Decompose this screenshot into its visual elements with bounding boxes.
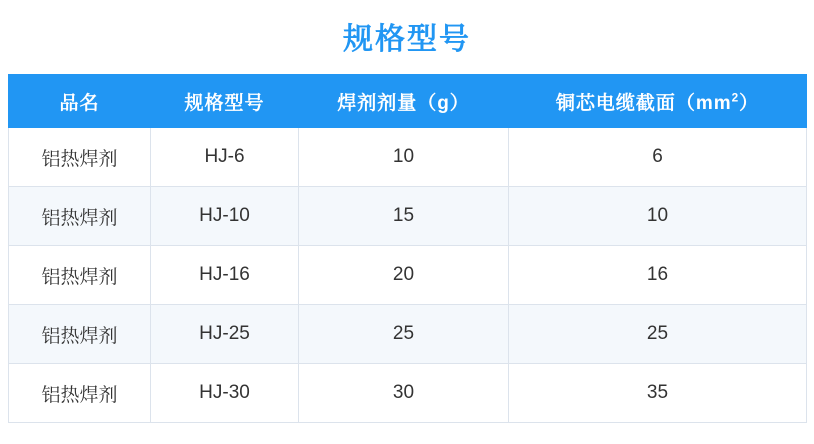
table-header-row [9,75,807,128]
cell-cable-section: 35 [509,364,807,423]
cell-cable-section: 10 [509,187,807,246]
table-row [9,364,807,423]
cell-model: HJ-10 [151,187,299,246]
cell-cable-section: 6 [509,128,807,187]
table-body [9,128,807,423]
cell-product-name: 铝热焊剂 [9,128,151,187]
table-row [9,128,807,187]
cell-flux-dose: 25 [299,305,509,364]
column-header-model: 规格型号 [151,75,299,128]
cell-cable-section: 25 [509,305,807,364]
cell-product-name: 铝热焊剂 [9,305,151,364]
cell-product-name: 铝热焊剂 [9,187,151,246]
table-row [9,187,807,246]
table-header [9,75,807,128]
cell-model: HJ-30 [151,364,299,423]
page-title: 规格型号 [343,23,471,56]
cell-flux-dose: 20 [299,246,509,305]
cell-flux-dose: 10 [299,128,509,187]
cell-model: HJ-25 [151,305,299,364]
specification-table [8,74,807,423]
cell-model: HJ-16 [151,246,299,305]
column-header-product-name: 品名 [9,75,151,128]
table-row [9,246,807,305]
table-row [9,305,807,364]
cell-product-name: 铝热焊剂 [9,364,151,423]
cell-cable-section: 16 [509,246,807,305]
column-header-cable-section: 铜芯电缆截面$(mm^2)$ [509,75,807,128]
cell-flux-dose: 15 [299,187,509,246]
cell-flux-dose: 30 [299,364,509,423]
column-header-flux-dose: 焊剂剂量（g） [299,75,509,128]
cell-model: HJ-6 [151,128,299,187]
cell-product-name: 铝热焊剂 [9,246,151,305]
